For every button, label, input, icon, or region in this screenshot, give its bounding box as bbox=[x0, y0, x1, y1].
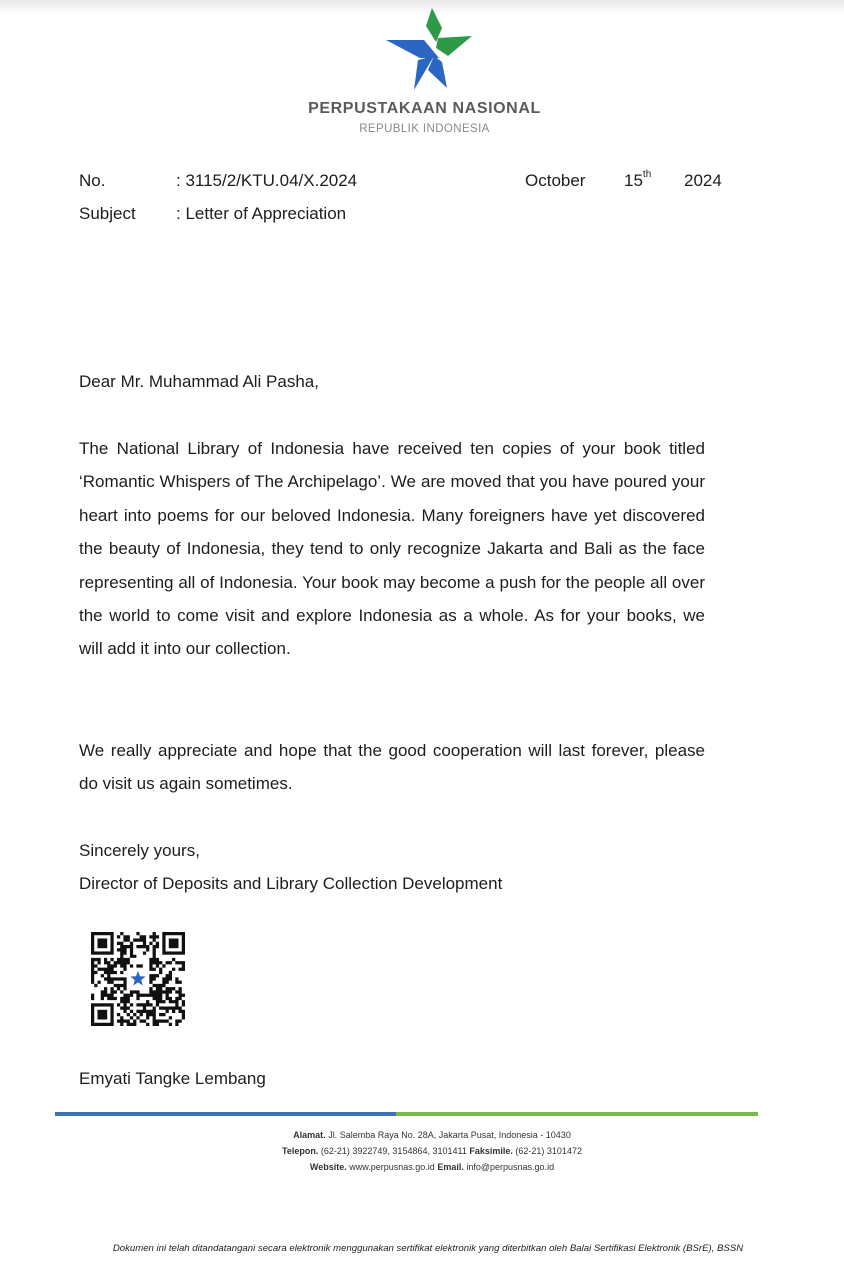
footer-phone-label: Telepon. bbox=[282, 1146, 319, 1156]
footer-web bbox=[0, 1162, 844, 1172]
letter-number-value: : 3115/2/KTU.04/X.2024 bbox=[176, 171, 358, 190]
body-paragraph-2: We really appreciate and hope that the good cooperation will last forever, please do visit us again sometimes. bbox=[79, 741, 705, 794]
signature-qr-code-icon bbox=[91, 932, 185, 1030]
date-day-number: 15 bbox=[624, 171, 643, 190]
date-year: 2024 bbox=[684, 171, 722, 190]
footer-phone-value: (62-21) 3922749, 3154864, 3101411 bbox=[320, 1146, 467, 1156]
footer-website-value[interactable]: www.perpusnas.go.id bbox=[349, 1162, 435, 1172]
closing-greeting: Sincerely yours, bbox=[79, 841, 200, 860]
footer-address-label: Alamat. bbox=[293, 1130, 326, 1140]
signer-name: Emyati Tangke Lembang bbox=[79, 1069, 266, 1088]
letter-number-label: No. bbox=[79, 171, 106, 190]
subject-value: : Letter of Appreciation bbox=[176, 204, 347, 223]
perpusnas-star-logo-icon bbox=[384, 6, 474, 92]
footer-color-bar bbox=[55, 1112, 758, 1116]
signer-position: Director of Deposits and Library Collection Development bbox=[79, 874, 503, 893]
footer-fax-label: Faksimile. bbox=[469, 1146, 513, 1156]
footer-fax-value: (62-21) 3101472 bbox=[515, 1146, 582, 1156]
org-name: PERPUSTAKAAN NASIONAL bbox=[308, 100, 541, 117]
subject-label: Subject bbox=[79, 204, 136, 223]
footer-website-label: Website. bbox=[309, 1162, 347, 1172]
date-month: October bbox=[525, 171, 586, 190]
footer-address bbox=[0, 1130, 844, 1140]
body-paragraph-1: The National Library of Indonesia have received ten copies of your book titled ‘Romantic Whispers of The Archipelago’. We are moved that you have poured your heart into poems for our beloved Indonesia. Many foreigners have yet discovered the beauty of Indonesia, they tend to only recognize Jakarta and Bali as the face representing all of Indonesia. Your book may become a push for the people all over the world to come visit and explore Indonesia as a whole. As for your books, we will add it into our collection. bbox=[79, 439, 705, 659]
org-subtitle: REPUBLIK INDONESIA bbox=[359, 123, 490, 135]
salutation: Dear Mr. Muhammad Ali Pasha, bbox=[79, 372, 319, 391]
footer-address-value: Jl. Salemba Raya No. 28A, Jakarta Pusat, Indonesia - 10430 bbox=[328, 1130, 571, 1140]
date-day-suffix: th bbox=[642, 169, 652, 180]
date-day bbox=[624, 171, 651, 191]
electronic-signature-disclaimer: Dokumen ini telah ditandatangani secara elektronik menggunakan sertifikat elektronik yang diterbitkan oleh Balai Sertifikasi Elektronik (BSrE), BSSN bbox=[112, 1243, 744, 1254]
footer-email-value[interactable]: info@perpusnas.go.id bbox=[466, 1162, 555, 1172]
footer-email-label: Email. bbox=[437, 1162, 464, 1172]
footer-contact bbox=[0, 1146, 844, 1156]
